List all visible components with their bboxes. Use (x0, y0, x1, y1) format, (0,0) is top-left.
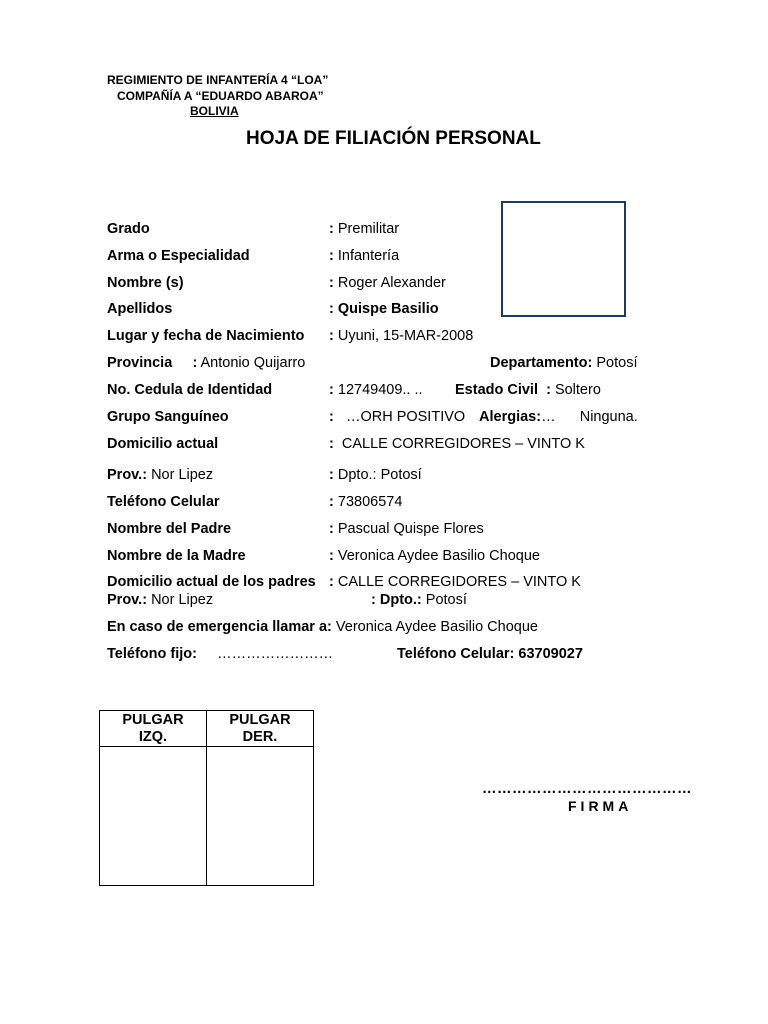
telefono-celular-emergencia-field: Teléfono Celular: 63709027 (397, 646, 583, 662)
nacimiento-value: : Uyuni, 15-MAR-2008 (329, 328, 474, 344)
prov-field: Prov.: Nor Lipez (107, 467, 214, 483)
telefono-celular-label: Teléfono Celular (107, 494, 220, 510)
emergencia-field: En caso de emergencia llamar a: Veronica Aydee Basilio Choque (107, 619, 538, 635)
signature-line: …………………………………… (482, 781, 692, 797)
apellidos-value: : Quispe Basilio (329, 301, 439, 317)
fingerprint-table (99, 710, 314, 886)
grupo-label: Grupo Sanguíneo (107, 409, 229, 425)
cedula-value: : 12749409.. .. (329, 382, 423, 398)
domicilio-value: : CALLE CORREGIDORES – VINTO K (329, 436, 585, 452)
padre-value: : Pascual Quispe Flores (329, 521, 484, 537)
padre-label: Nombre del Padre (107, 521, 232, 537)
arma-label: Arma o Especialidad (107, 248, 250, 264)
right-thumb-header: PULGAR DER. (207, 711, 314, 747)
nombre-label: Nombre (s) (107, 275, 184, 291)
departamento-field: Departamento: Potosí (490, 355, 638, 371)
telefono-celular-value: : 73806574 (329, 494, 403, 510)
dpto-field: : Dpto.: Potosí (329, 467, 422, 483)
grado-value: : Premilitar (329, 221, 400, 237)
nombre-value: : Roger Alexander (329, 275, 446, 291)
right-thumb-box (207, 747, 314, 886)
cedula-label: No. Cedula de Identidad (107, 382, 273, 398)
alergias-field: Alergias:… Ninguna. (479, 409, 638, 425)
country-name: BOLIVIA (190, 104, 239, 118)
estado-civil-field: Estado Civil : Soltero (455, 382, 601, 398)
apellidos-label: Apellidos (107, 301, 173, 317)
prov-padres-field: Prov.: Nor Lipez (107, 592, 214, 608)
left-thumb-header: PULGAR IZQ. (100, 711, 207, 747)
provincia-field: Provincia : Antonio Quijarro (107, 355, 306, 371)
nacimiento-label: Lugar y fecha de Nacimiento (107, 328, 305, 344)
telefono-fijo-field: Teléfono fijo: …………………… (107, 646, 334, 662)
dpto-padres-field: : Dpto.: Potosí (371, 592, 467, 608)
photo-box (501, 201, 626, 317)
domicilio-label: Domicilio actual (107, 436, 219, 452)
domicilio-padres-value: : CALLE CORREGIDORES – VINTO K (329, 574, 581, 590)
grado-label: Grado (107, 221, 150, 237)
domicilio-padres-label: Domicilio actual de los padres (107, 574, 316, 590)
left-thumb-box (100, 747, 207, 886)
company-name: COMPAÑÍA A “EDUARDO ABAROA” (117, 89, 324, 103)
arma-value: : Infantería (329, 248, 400, 264)
regiment-name: REGIMIENTO DE INFANTERÍA 4 “LOA” (107, 73, 329, 87)
madre-label: Nombre de la Madre (107, 548, 246, 564)
signature-label: FIRMA (568, 798, 633, 814)
grupo-value: : …ORH POSITIVO (329, 409, 466, 425)
page-title: HOJA DE FILIACIÓN PERSONAL (246, 128, 541, 149)
madre-value: : Veronica Aydee Basilio Choque (329, 548, 540, 564)
